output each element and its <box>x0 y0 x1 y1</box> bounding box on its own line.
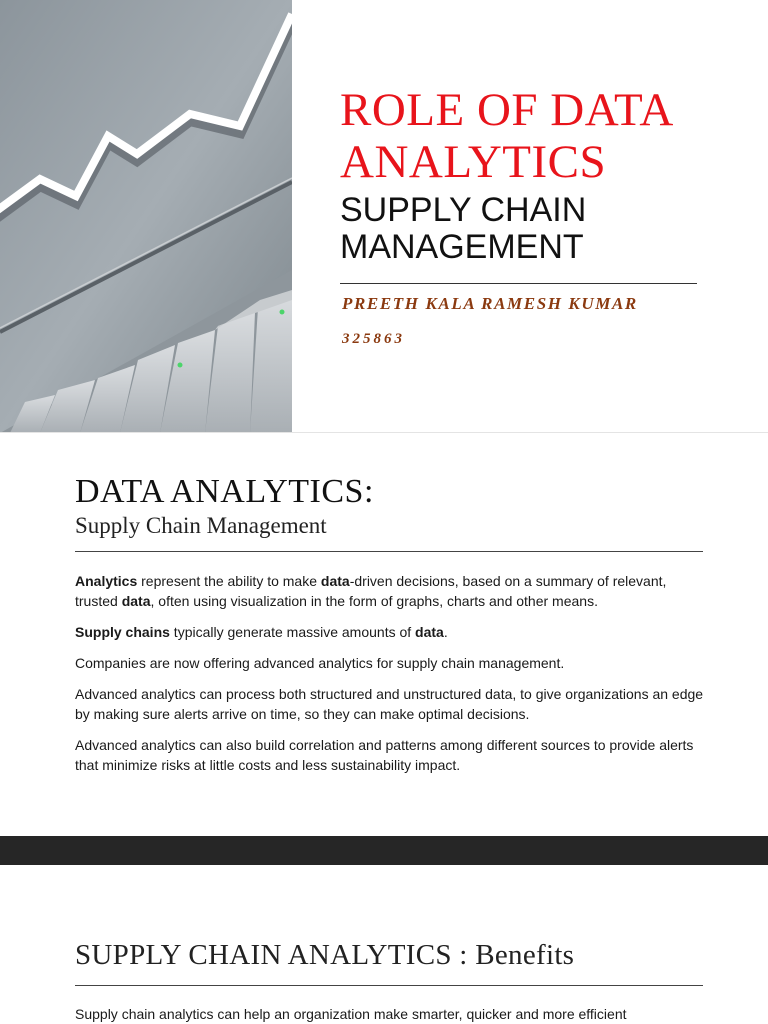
bold-term: Analytics <box>75 573 138 589</box>
bold-term: data <box>121 593 151 609</box>
title-divider <box>340 283 697 284</box>
paragraph-advanced-analytics: Advanced analytics can process both structured and unstructured data, to give organizations an edge by making sure alerts arrive on time, so they can make optimal decisions. <box>75 686 704 722</box>
bold-term: data <box>320 573 350 589</box>
student-id: 325863 <box>342 331 405 347</box>
text-run: typically generate massive amounts of <box>169 624 416 640</box>
data-analytics-slide <box>0 433 768 836</box>
benefits-slide <box>0 865 768 1024</box>
text-run: represent the ability to make <box>137 573 321 589</box>
slide-heading: DATA ANALYTICS: <box>75 473 374 510</box>
heading-divider <box>75 985 703 986</box>
text-run: -driven decisions, based on a summary of relevant, trusted <box>75 573 667 609</box>
text-run: , often using visualization in the form of graphs, charts and other means. <box>150 593 598 609</box>
author-name: PREETH KALA RAMESH KUMAR <box>342 294 638 313</box>
staircase-growth-image <box>0 0 292 433</box>
paragraph-supply-chains <box>75 622 705 642</box>
paragraph-companies: Companies are now offering advanced analytics for supply chain management. <box>75 655 565 671</box>
heading-divider <box>75 551 703 552</box>
paragraph-correlation: Advanced analytics can also build correlation and patterns among different sources to provide alerts that minimize risks at little costs and less sustainability impact. <box>75 737 694 773</box>
title-slide <box>0 0 768 433</box>
presentation-subtitle: SUPPLY CHAIN MANAGEMENT <box>340 191 587 266</box>
slide-subheading: Supply Chain Management <box>75 513 327 538</box>
slide-gap-band <box>0 836 768 865</box>
text-run: . <box>443 624 448 640</box>
slide-heading: SUPPLY CHAIN ANALYTICS : Benefits <box>75 939 575 971</box>
presentation-title: ROLE OF DATA ANALYTICS <box>340 84 672 188</box>
bold-term: data <box>415 624 444 640</box>
hero-image <box>0 0 292 433</box>
paragraph-benefits: Supply chain analytics can help an organization make smarter, quicker and more efficient <box>75 1006 627 1022</box>
slide-body <box>75 571 705 786</box>
paragraph-analytics-definition <box>75 571 705 611</box>
bold-term: Supply chains <box>75 624 170 640</box>
